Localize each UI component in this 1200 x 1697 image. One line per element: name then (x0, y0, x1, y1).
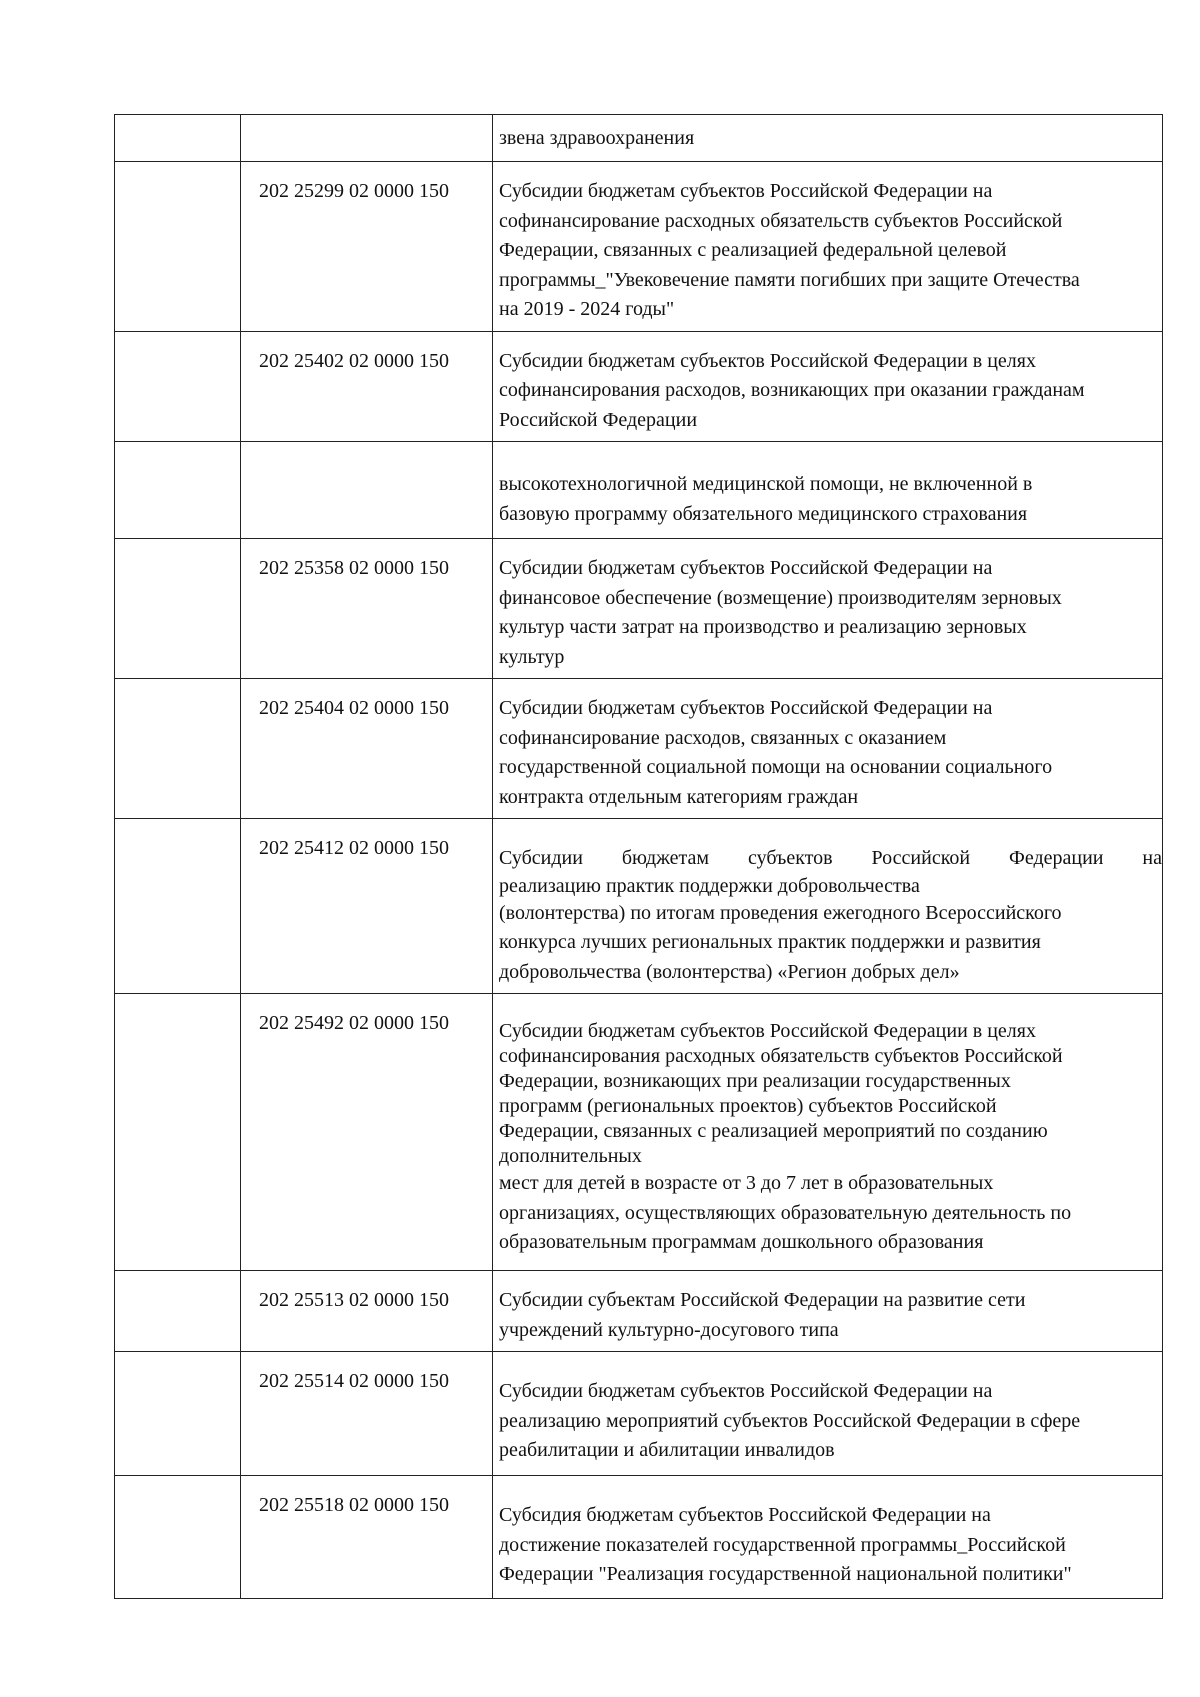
description-cell (493, 679, 1163, 819)
description-line: Субсидии бюджетам субъектов Российской Федерации на (499, 557, 993, 579)
budget-code: 202 25492 02 0000 150 (259, 1012, 449, 1034)
description-line: достижение показателей государственной программы_Российской (499, 1533, 1066, 1556)
table-row (115, 442, 1163, 539)
budget-code: 202 25514 02 0000 150 (259, 1370, 449, 1392)
row-number-cell (115, 679, 241, 819)
code-cell (241, 331, 493, 442)
budget-code: 202 25299 02 0000 150 (259, 180, 449, 202)
description-line: на 2019 - 2024 годы" (499, 298, 675, 320)
description-cell (493, 331, 1163, 442)
description-line: государственной социальной помощи на основании социального (499, 756, 1053, 778)
table-row (115, 331, 1163, 442)
row-number-cell (115, 115, 241, 162)
table-row (115, 1476, 1163, 1599)
description-cell (493, 442, 1163, 539)
description-line: организациях, осуществляющих образовательную деятельность по (499, 1201, 1072, 1224)
description-line: Федерации, возникающих при реализации государственных (499, 1070, 1011, 1092)
description-line: Федерации, связанных с реализацией федеральной целевой (499, 239, 1007, 261)
budget-code (241, 442, 492, 457)
description-line: Субсидии бюджетам субъектов Российской Федерации на (499, 697, 993, 719)
description-line: добровольчества (волонтерства) «Регион добрых дел» (499, 960, 960, 983)
row-number-cell (115, 1271, 241, 1352)
description-line: Федерации, связанных с реализацией мероприятий по созданию (499, 1120, 1048, 1142)
description-line: (волонтерства) по итогам проведения ежегодного Всероссийского (499, 901, 1062, 924)
budget-codes-table (114, 114, 1163, 1599)
description-line: реализацию мероприятий субъектов Российской Федерации в сфере (499, 1409, 1081, 1432)
description-line: Субсидия бюджетам субъектов Российской Федерации на (499, 1504, 991, 1526)
description-cell (493, 819, 1163, 994)
description-line: программы_"Увековечение памяти погибших при защите Отечества (499, 268, 1080, 291)
description-line: Субсидии бюджетам субъектов Российской Федерации на (499, 1380, 993, 1402)
table-row (115, 994, 1163, 1271)
description-line: культур (499, 645, 565, 668)
description-line: программ (региональных проектов) субъектов Российской (499, 1095, 997, 1117)
budget-code: 202 25412 02 0000 150 (259, 837, 449, 859)
description-line: реализацию практик поддержки добровольчества (499, 874, 920, 897)
description-line: дополнительных (499, 1145, 642, 1167)
table-row (115, 539, 1163, 679)
table-row (115, 162, 1163, 332)
description-line: реабилитации и абилитации инвалидов (499, 1439, 835, 1461)
table-row (115, 115, 1163, 162)
description-line: Федерации "Реализация государственной национальной политики" (499, 1563, 1072, 1585)
budget-code (241, 115, 492, 130)
description-cell (493, 539, 1163, 679)
row-number-cell (115, 331, 241, 442)
table-row (115, 679, 1163, 819)
row-number-cell (115, 162, 241, 332)
description-line: Российской Федерации (499, 408, 698, 431)
description-line: Субсидии бюджетам субъектов Российской Федерации на (499, 180, 993, 202)
table-row (115, 1352, 1163, 1476)
code-cell (241, 115, 493, 162)
description-line: Субсидии бюджетам субъектов Российской Федерации в целях (499, 1020, 1036, 1042)
description-line: Субсидии бюджетам субъектов Российской Федерации на (499, 847, 1162, 869)
table-row (115, 1271, 1163, 1352)
budget-code: 202 25518 02 0000 150 (259, 1494, 449, 1516)
row-number-cell (115, 1476, 241, 1599)
description-line: мест для детей в возрасте от 3 до 7 лет в образовательных (499, 1172, 994, 1194)
code-cell (241, 539, 493, 679)
code-cell (241, 442, 493, 539)
description-cell (493, 162, 1163, 332)
description-cell (493, 1476, 1163, 1599)
description-line: звена здравоохранения (499, 127, 695, 149)
description-line: конкурса лучших региональных практик поддержки и развития (499, 931, 1041, 953)
row-number-cell (115, 994, 241, 1271)
budget-code: 202 25358 02 0000 150 (259, 557, 449, 579)
description-line: образовательным программам дошкольного образования (499, 1231, 984, 1253)
description-line: учреждений культурно-досугового типа (499, 1318, 839, 1341)
description-line: софинансирование расходов, связанных с оказанием (499, 726, 947, 749)
description-line: финансовое обеспечение (возмещение) производителям зерновых (499, 586, 1062, 609)
row-number-cell (115, 819, 241, 994)
description-cell (493, 115, 1163, 162)
budget-code: 202 25404 02 0000 150 (259, 697, 449, 719)
description-line: Субсидии бюджетам субъектов Российской Федерации в целях (499, 349, 1036, 372)
description-line: софинансирования расходных обязательств субъектов Российской (499, 1045, 1063, 1067)
budget-code: 202 25513 02 0000 150 (259, 1289, 449, 1311)
table-row (115, 819, 1163, 994)
code-cell (241, 162, 493, 332)
description-line: контракта отдельным категориям граждан (499, 785, 859, 808)
code-cell (241, 994, 493, 1271)
row-number-cell (115, 1352, 241, 1476)
code-cell (241, 819, 493, 994)
description-cell (493, 994, 1163, 1271)
code-cell (241, 1352, 493, 1476)
description-cell (493, 1352, 1163, 1476)
description-line: культур части затрат на производство и реализацию зерновых (499, 616, 1027, 638)
description-line: базовую программу обязательного медицинского страхования (499, 502, 1028, 525)
description-line: софинансирования расходов, возникающих при оказании гражданам (499, 379, 1085, 401)
code-cell (241, 1476, 493, 1599)
row-number-cell (115, 539, 241, 679)
code-cell (241, 1271, 493, 1352)
description-cell (493, 1271, 1163, 1352)
description-line: Субсидии субъектам Российской Федерации на развитие сети (499, 1289, 1026, 1311)
description-line: софинансирование расходных обязательств субъектов Российской (499, 209, 1063, 232)
budget-code: 202 25402 02 0000 150 (259, 349, 449, 372)
description-line: высокотехнологичной медицинской помощи, не включенной в (499, 473, 1033, 495)
row-number-cell (115, 442, 241, 539)
code-cell (241, 679, 493, 819)
